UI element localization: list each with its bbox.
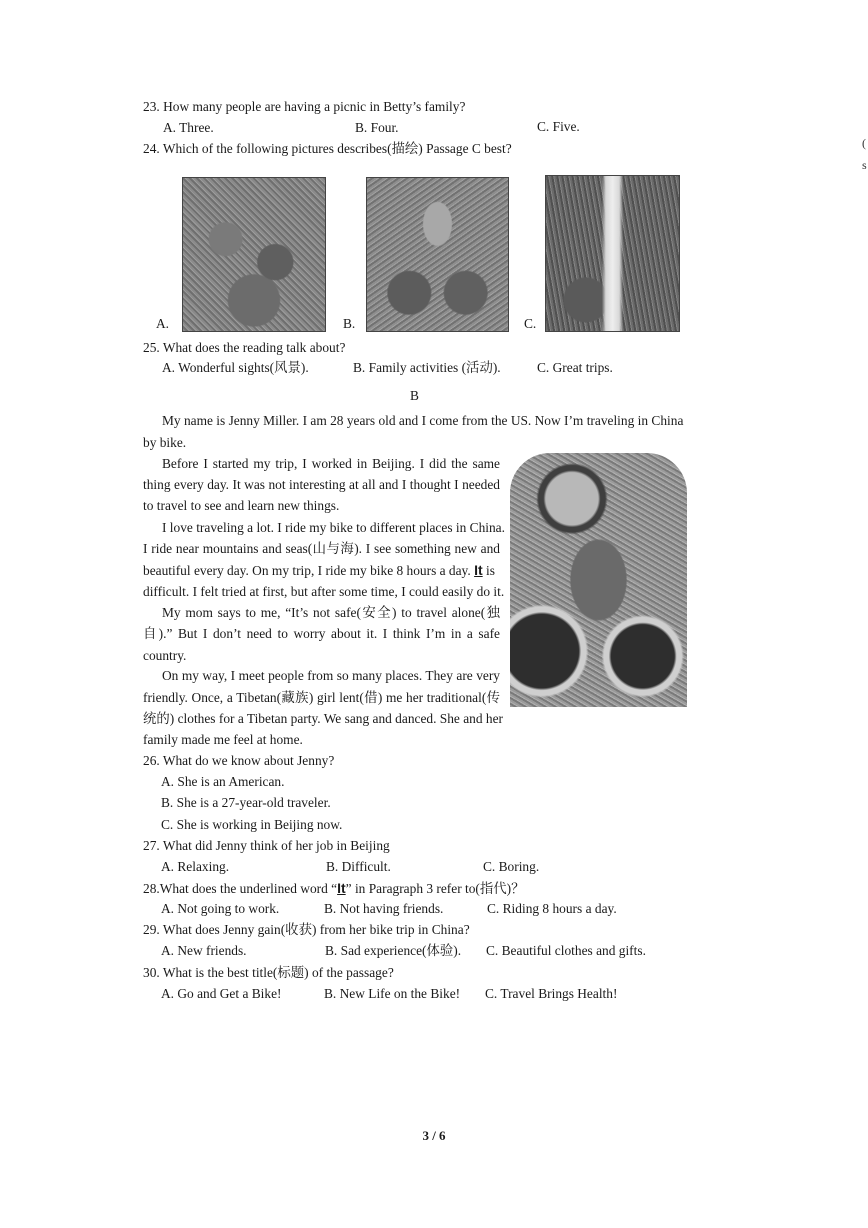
question-25-option-b: B. Family activities (活动). <box>353 360 501 375</box>
question-29-option-a: A. New friends. <box>161 943 247 958</box>
question-27-option-a: A. Relaxing. <box>161 859 230 874</box>
question-28-underlined-it: It <box>337 880 346 896</box>
edge-mark-top: ( <box>862 136 866 150</box>
passage-p4-line3: country. <box>143 648 187 663</box>
question-26-stem: 26. What do we know about Jenny? <box>143 753 335 768</box>
question-26-option-c: C. She is working in Beijing now. <box>161 817 343 832</box>
question-27-option-c: C. Boring. <box>483 859 540 874</box>
passage-p5-line1: On my way, I meet people from so many places. They are very <box>162 668 500 683</box>
question-29-option-b: B. Sad experience(体验). <box>325 943 462 958</box>
question-28-option-c: C. Riding 8 hours a day. <box>487 901 617 916</box>
picture-a <box>182 177 326 332</box>
question-23-option-a: A. Three. <box>163 120 214 135</box>
page-number: 3 / 6 <box>422 1128 446 1143</box>
passage-p3-line1: I love traveling a lot. I ride my bike to different places in China. <box>162 520 505 535</box>
passage-p3-line3-end: is <box>486 563 495 578</box>
passage-p4-line1: My mom says to me, “It’s not safe(安全) to travel alone(独 <box>162 605 500 620</box>
question-30-option-a: A. Go and Get a Bike! <box>161 986 282 1001</box>
passage-p3-line4: difficult. I felt tried at first, but after some time, I could easily do it. <box>143 584 505 599</box>
edge-mark-bottom: s <box>862 158 867 172</box>
question-29-stem: 29. What does Jenny gain(收获) from her bike trip in China? <box>143 922 470 937</box>
picture-c-label: C. <box>524 316 537 331</box>
picture-b-label: B. <box>343 316 356 331</box>
question-25-stem: 25. What does the reading talk about? <box>143 340 346 355</box>
passage-p2-line1: Before I started my trip, I worked in Beijing. I did the same <box>162 456 500 471</box>
question-24-stem: 24. Which of the following pictures describes(描绘) Passage C best? <box>143 141 512 156</box>
question-28-stem-start: 28.What does the underlined word “ <box>143 881 338 896</box>
passage-p5-line4: family made me feel at home. <box>143 732 303 747</box>
question-23-option-c: C. Five. <box>537 119 580 134</box>
question-25-option-a: A. Wonderful sights(风景). <box>162 360 309 375</box>
question-26-option-b: B. She is a 27-year-old traveler. <box>161 795 331 810</box>
passage-p5-line3: 统的) clothes for a Tibetan party. We sang and danced. She and her <box>143 711 504 726</box>
question-28-stem <box>143 879 525 898</box>
question-23-stem: 23. How many people are having a picnic in Betty’s family? <box>143 99 466 114</box>
question-30-option-b: B. New Life on the Bike! <box>324 986 461 1001</box>
underlined-it: It <box>474 562 483 578</box>
question-26-option-a: A. She is an American. <box>161 774 285 789</box>
question-27-stem: 27. What did Jenny think of her job in Beijing <box>143 838 390 853</box>
question-28-option-b: B. Not having friends. <box>324 901 444 916</box>
passage-p2-line2: thing every day. It was not interesting at all and I thought I needed <box>143 477 500 492</box>
picture-c <box>545 175 680 332</box>
passage-p3-line2: I ride near mountains and seas(山与海). I see something new and <box>143 541 500 556</box>
question-23-option-b: B. Four. <box>355 120 399 135</box>
question-27-option-b: B. Difficult. <box>326 859 391 874</box>
question-30-stem: 30. What is the best title(标题) of the passage? <box>143 965 394 980</box>
question-29-option-c: C. Beautiful clothes and gifts. <box>486 943 646 958</box>
passage-p1-line1: My name is Jenny Miller. I am 28 years old and I come from the US. Now I’m traveling in China <box>162 413 684 428</box>
passage-p3-line3-text: beautiful every day. On my trip, I ride my bike 8 hours a day. <box>143 563 471 578</box>
picture-a-label: A. <box>156 316 170 331</box>
section-b-heading: B <box>410 388 419 403</box>
question-28-stem-end: ” in Paragraph 3 refer to(指代)？ <box>345 881 525 896</box>
jenny-bike-illustration <box>510 453 687 707</box>
question-25-option-c: C. Great trips. <box>537 360 613 375</box>
passage-p1-line2: by bike. <box>143 435 187 450</box>
question-30-option-c: C. Travel Brings Health! <box>485 986 618 1001</box>
passage-p4-line2: 自).” But I don’t need to worry about it. I think I’m in a safe <box>143 626 500 641</box>
passage-p3-line3 <box>143 561 500 580</box>
picture-b <box>366 177 509 332</box>
question-28-option-a: A. Not going to work. <box>161 901 280 916</box>
passage-p2-line3: to travel to see and learn new things. <box>143 498 340 513</box>
passage-p5-line2: friendly. Once, a Tibetan(藏族) girl lent(借) me her traditional(传 <box>143 690 500 705</box>
